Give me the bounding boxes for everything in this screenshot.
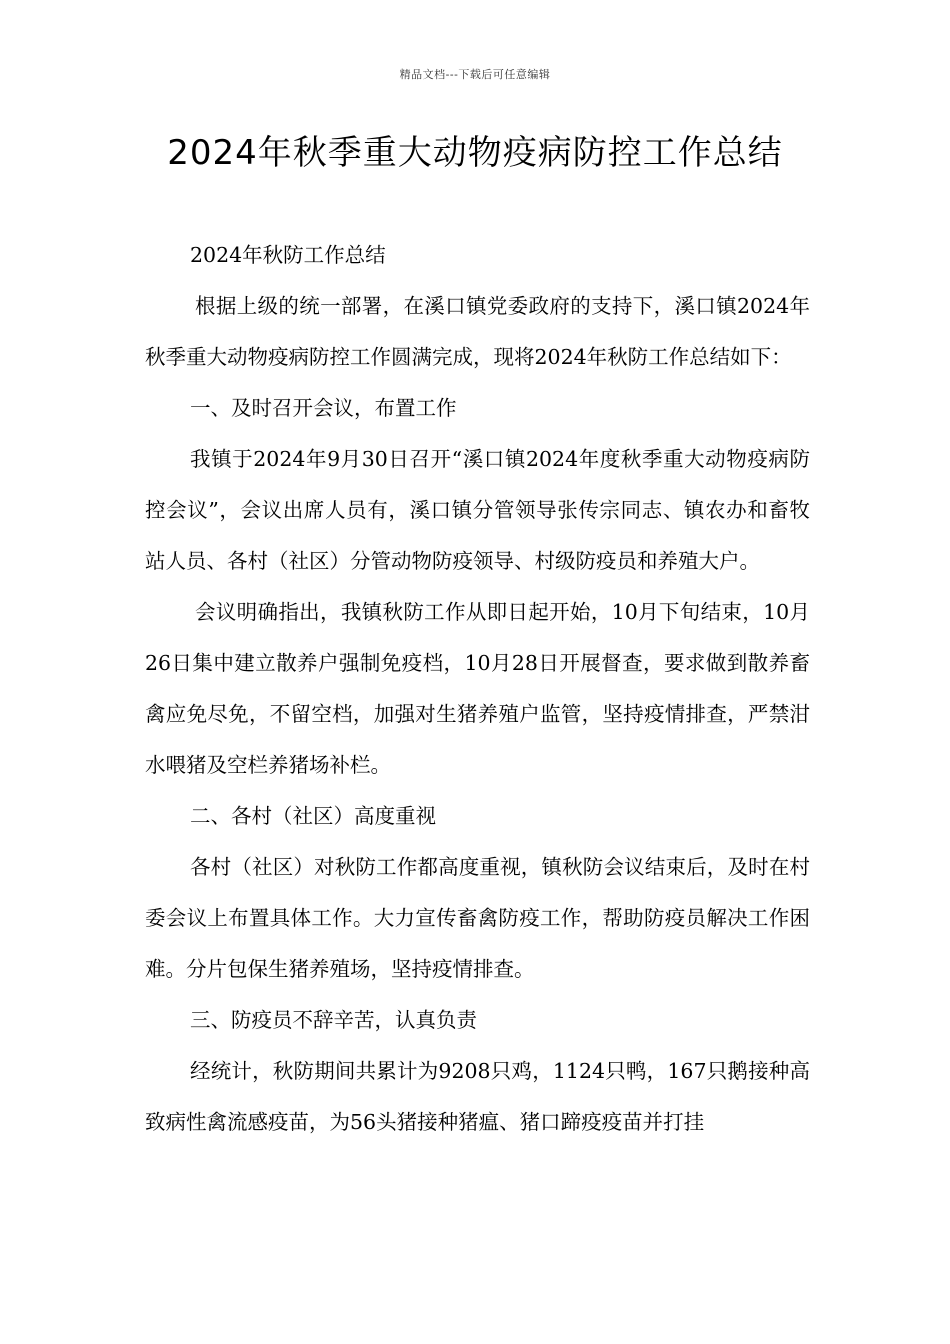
section-3-paragraph: 经统计，秋防期间共累计为9208只鸡，1124只鸭，167只鹅接种高致病性禽流感疫苗，为56头猪接种猪瘟、猪口蹄疫疫苗并打挂 bbox=[145, 1059, 810, 1134]
section-2-paragraph: 各村（社区）对秋防工作都高度重视，镇秋防会议结束后，及时在村委会议上布置具体工作。大力宣传畜禽防疫工作，帮助防疫员解决工作困难。分片包保生猪养殖场，坚持疫情排查。 bbox=[145, 855, 810, 981]
header-note: 精品文档---下载后可任意编辑 bbox=[399, 68, 551, 81]
intro-paragraph: 根据上级的统一部署，在溪口镇党委政府的支持下，溪口镇2024年秋季重大动物疫病防控工作圆满完成，现将2024年秋防工作总结如下： bbox=[145, 294, 810, 369]
document-title: 2024年秋季重大动物疫病防控工作总结 bbox=[167, 133, 783, 173]
document-body bbox=[145, 230, 810, 1148]
section-heading-3: 三、防疫员不辞辛苦，认真负责 bbox=[190, 1008, 477, 1032]
subtitle-paragraph: 2024年秋防工作总结 bbox=[190, 243, 386, 267]
section-heading-2: 二、各村（社区）高度重视 bbox=[190, 804, 436, 828]
section-heading-1: 一、及时召开会议，布置工作 bbox=[190, 396, 457, 420]
section-1-paragraph: 我镇于2024年9月30日召开“溪口镇2024年度秋季重大动物疫病防控会议”，会议出席人员有，溪口镇分管领导张传宗同志、镇农办和畜牧站人员、各村（社区）分管动物防疫领导、村级防疫员和养殖大户。 bbox=[145, 447, 810, 573]
meeting-details-paragraph: 会议明确指出，我镇秋防工作从即日起开始，10月下旬结束，10月26日集中建立散养户强制免疫档，10月28日开展督查，要求做到散养畜禽应免尽免，不留空档，加强对生猪养殖户监管，坚持疫情排查，严禁泔水喂猪及空栏养猪场补栏。 bbox=[145, 600, 810, 777]
